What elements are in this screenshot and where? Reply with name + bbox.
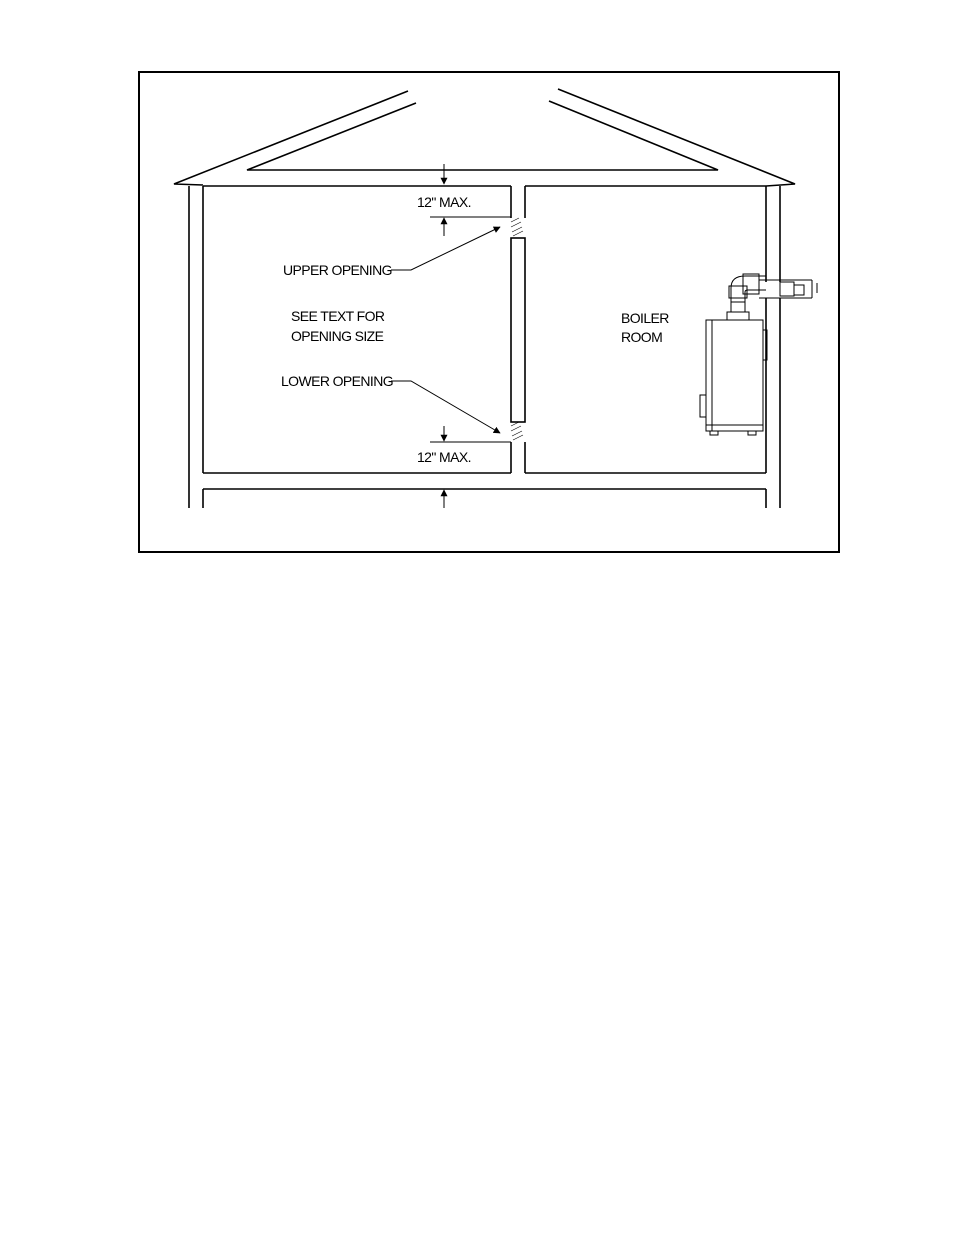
boiler-unit (700, 302, 767, 435)
left-exterior-wall (189, 186, 203, 508)
upper-opening-leader (391, 227, 500, 270)
roof-inner (247, 101, 718, 170)
upper-dimension (417, 164, 511, 236)
boiler-room-label-line2: ROOM (621, 329, 663, 345)
right-exterior-wall (766, 186, 780, 508)
lower-opening-hatch (511, 422, 523, 440)
vent-pipe (729, 274, 817, 302)
see-text-label-line2: OPENING SIZE (291, 328, 384, 344)
floor (203, 473, 766, 489)
lower-dimension-label: 12" MAX. (417, 449, 471, 465)
see-text-label-line1: SEE TEXT FOR (291, 308, 385, 324)
lower-opening-leader (391, 381, 500, 433)
upper-opening-label: UPPER OPENING (283, 262, 392, 278)
upper-opening-hatch (511, 218, 523, 236)
boiler-room-label-line1: BOILER (621, 310, 669, 326)
upper-dimension-label: 12" MAX. (417, 194, 471, 210)
lower-dimension (417, 426, 511, 508)
lower-opening-label: LOWER OPENING (281, 373, 393, 389)
roof-outer (174, 89, 795, 186)
